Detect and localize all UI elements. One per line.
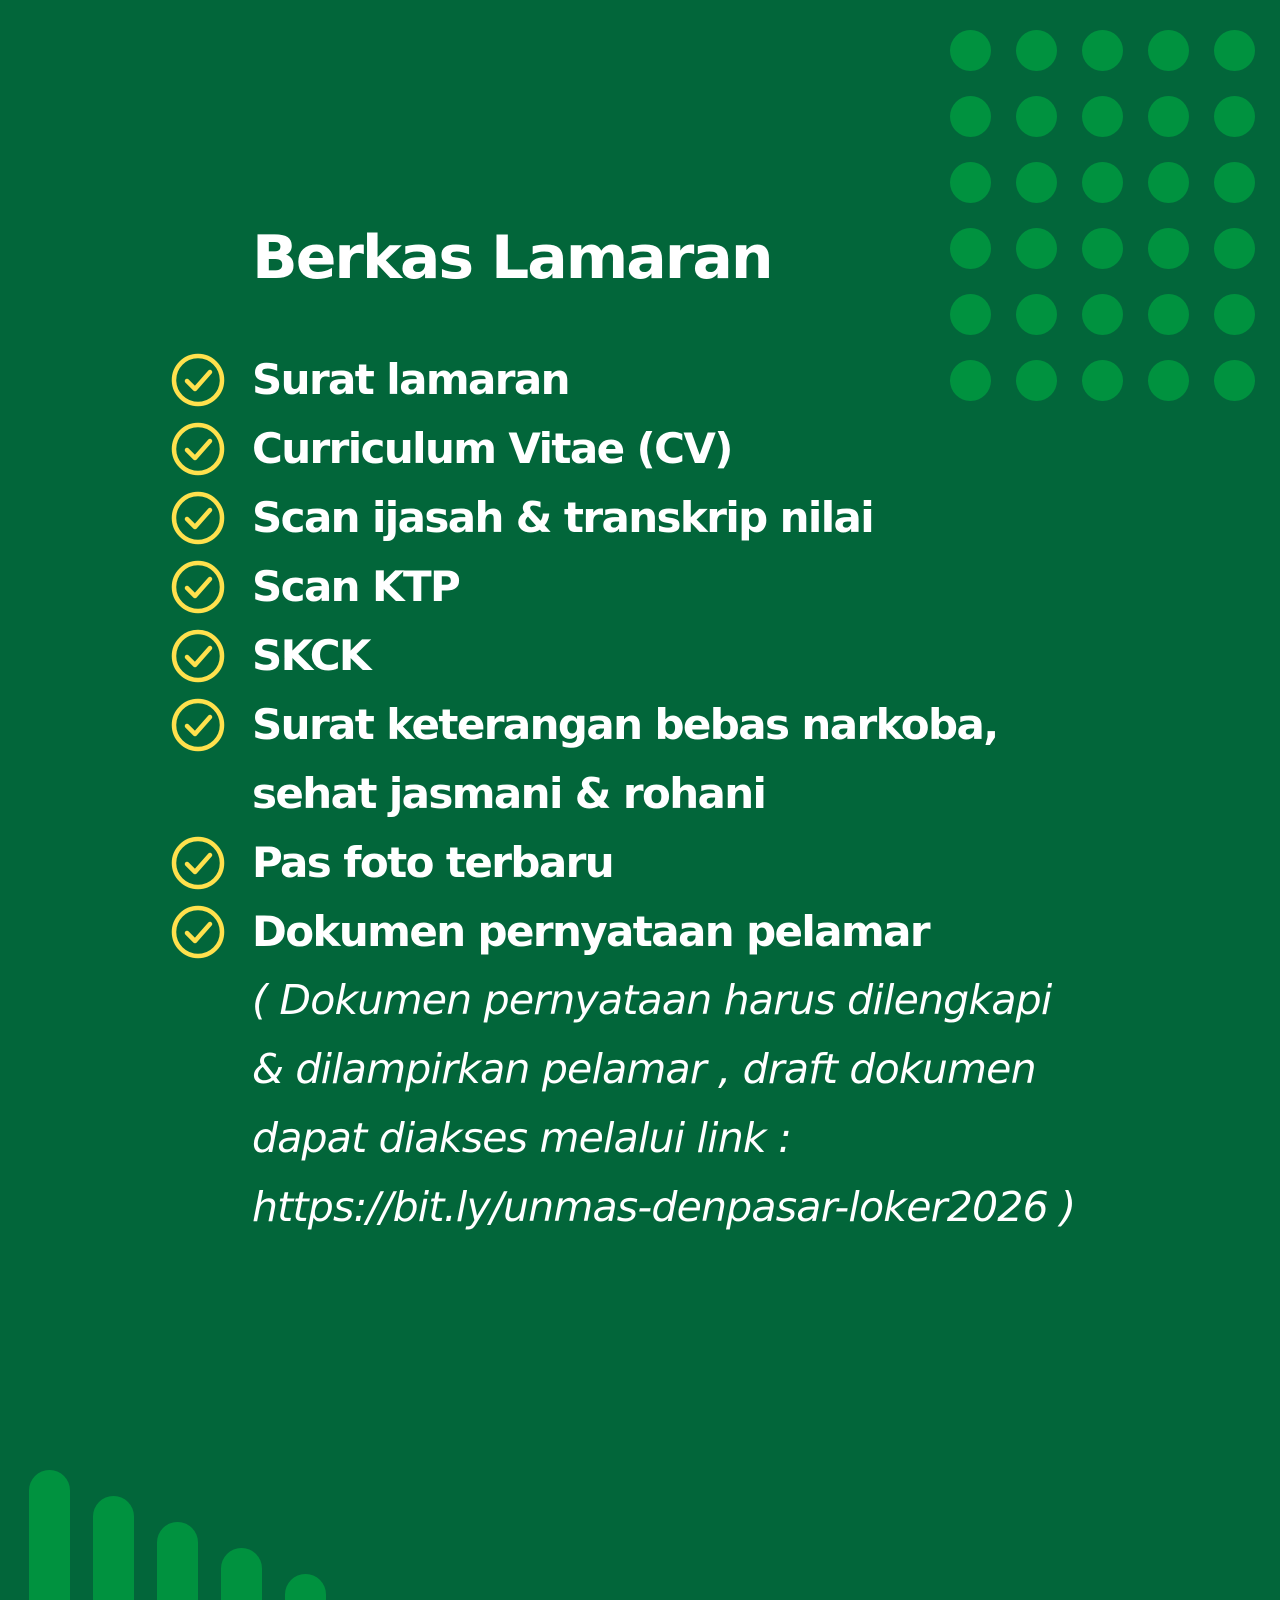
decorative-dot bbox=[950, 30, 991, 71]
list-item-label: Dokumen pernyataan pelamar bbox=[252, 907, 929, 956]
decorative-bars bbox=[29, 1470, 339, 1600]
decorative-dot bbox=[1214, 228, 1255, 269]
list-item-body bbox=[252, 621, 370, 690]
list-item-note: ( Dokumen pernyataan harus dilengkapi & dilampirkan pelamar , draft dokumen dapat diakses melalui link : https://bit.ly/unmas-denpasar-loker2026 ) bbox=[252, 976, 1076, 1231]
list-item-body bbox=[252, 552, 459, 621]
decorative-dot bbox=[1148, 162, 1189, 203]
list-item bbox=[170, 621, 1230, 690]
list-item-body bbox=[252, 345, 569, 414]
list-item bbox=[170, 552, 1230, 621]
decorative-dot bbox=[1082, 162, 1123, 203]
decorative-dot bbox=[950, 96, 991, 137]
list-item bbox=[170, 828, 1230, 897]
decorative-dot bbox=[1082, 228, 1123, 269]
list-item-body bbox=[252, 414, 732, 483]
check-circle-icon bbox=[170, 490, 226, 546]
decorative-dot bbox=[1082, 96, 1123, 137]
decorative-dot bbox=[1016, 294, 1057, 335]
decorative-dot bbox=[950, 162, 991, 203]
page-title: Berkas Lamaran bbox=[252, 223, 772, 293]
list-item-label: Scan KTP bbox=[252, 562, 460, 611]
decorative-dot bbox=[950, 294, 991, 335]
list-item-label: Surat lamaran bbox=[252, 355, 569, 404]
decorative-dot bbox=[1214, 162, 1255, 203]
decorative-dot bbox=[1214, 294, 1255, 335]
decorative-bar bbox=[93, 1496, 134, 1600]
check-circle-icon bbox=[170, 628, 226, 684]
decorative-bar bbox=[285, 1574, 326, 1600]
decorative-dot bbox=[1214, 96, 1255, 137]
decorative-dot bbox=[1082, 30, 1123, 71]
list-item-body bbox=[252, 897, 1075, 1242]
decorative-dot bbox=[1148, 96, 1189, 137]
list-item bbox=[170, 345, 1230, 414]
check-circle-icon bbox=[170, 352, 226, 408]
decorative-dot bbox=[1148, 228, 1189, 269]
check-circle-icon bbox=[170, 559, 226, 615]
list-item-body bbox=[252, 483, 873, 552]
decorative-dot bbox=[1016, 30, 1057, 71]
list-item bbox=[170, 897, 1230, 1242]
list-item-label: Pas foto terbaru bbox=[252, 838, 613, 887]
decorative-bar bbox=[29, 1470, 70, 1600]
decorative-dot bbox=[1214, 30, 1255, 71]
decorative-bar bbox=[221, 1548, 262, 1600]
decorative-dot bbox=[1148, 294, 1189, 335]
check-circle-icon bbox=[170, 421, 226, 477]
decorative-dot bbox=[1082, 294, 1123, 335]
decorative-dot bbox=[1016, 96, 1057, 137]
check-circle-icon bbox=[170, 697, 226, 753]
list-item-label: Curriculum Vitae (CV) bbox=[252, 424, 732, 473]
list-item bbox=[170, 690, 1230, 828]
list-item bbox=[170, 483, 1230, 552]
list-item-label: SKCK bbox=[252, 631, 370, 680]
list-item-body bbox=[252, 690, 998, 828]
check-circle-icon bbox=[170, 904, 226, 960]
list-item-label: Scan ijasah & transkrip nilai bbox=[252, 493, 874, 542]
requirements-list bbox=[170, 345, 1230, 1242]
decorative-dot bbox=[1016, 228, 1057, 269]
decorative-dot bbox=[1016, 162, 1057, 203]
decorative-bar bbox=[157, 1522, 198, 1600]
list-item-label: Surat keterangan bebas narkoba, sehat jasmani & rohani bbox=[252, 700, 998, 818]
list-item bbox=[170, 414, 1230, 483]
decorative-dot bbox=[1148, 30, 1189, 71]
list-item-body bbox=[252, 828, 613, 897]
decorative-dot bbox=[950, 228, 991, 269]
check-circle-icon bbox=[170, 835, 226, 891]
